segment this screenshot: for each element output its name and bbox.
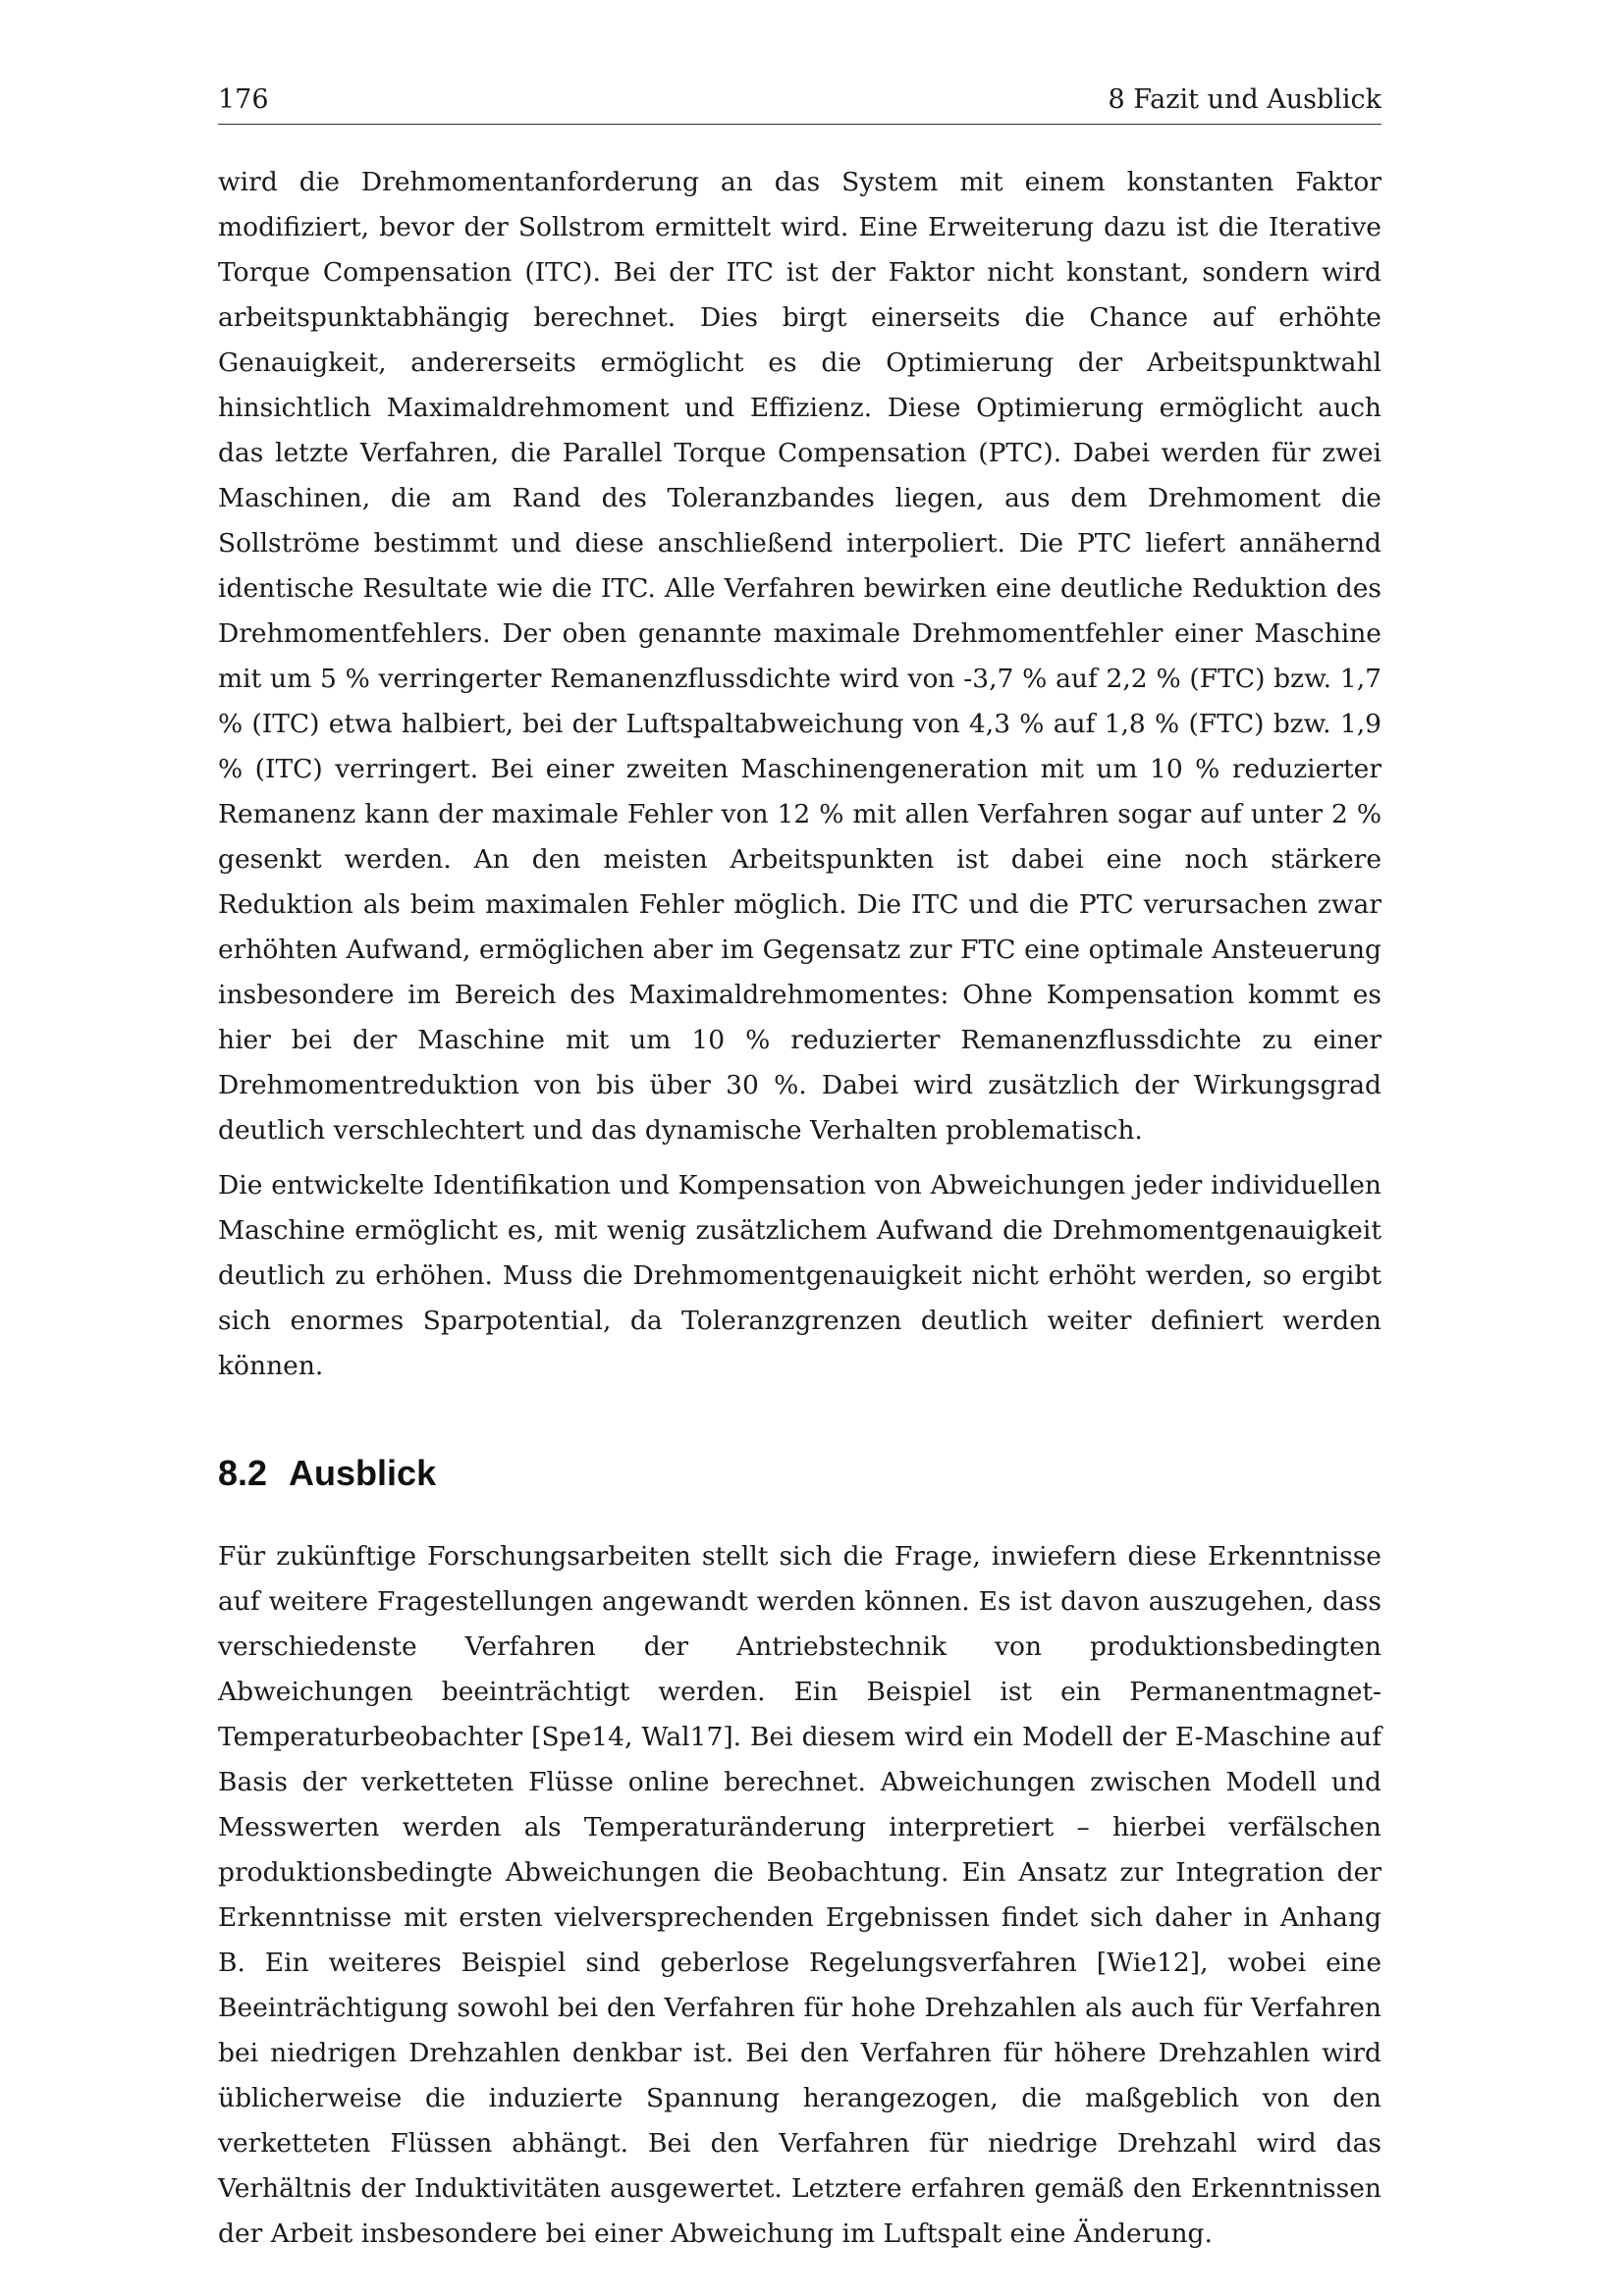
section-heading [218, 1452, 1381, 1495]
document-page [218, 82, 1381, 2267]
section-number: 8.2 [218, 1453, 268, 1493]
running-header [218, 82, 1381, 125]
paragraph-torque-compensation: wird die Drehmomentanforderung an das System mit einem konstanten Faktor modifiziert, bevor der Sollstrom ermittelt wird. Eine Erweiterung dazu ist die Iterative Torque Compensation (ITC). Bei der ITC ist der Faktor nicht konstant, sondern wird arbeitspunktabhängig berechnet. Dies birgt einerseits die Chance auf erhöhte Genauigkeit, andererseits ermöglicht es die Optimierung der Arbeitspunktwahl hinsichtlich Maximaldrehmoment und Effizienz. Diese Optimierung ermöglicht auch das letzte Verfahren, die Parallel Torque Compensation (PTC). Dabei werden für zwei Maschinen, die am Rand des Toleranzbandes liegen, aus dem Drehmoment die Sollströme bestimmt und diese anschließend interpoliert. Die PTC liefert annähernd identische Resultate wie die ITC. Alle Verfahren bewirken eine deutliche Reduktion des Drehmomentfehlers. Der oben genannte maximale Drehmomentfehler einer Maschine mit um 5 % verringerter Remanenzflussdichte wird von -3,7 % auf 2,2 % (FTC) bzw. 1,7 % (ITC) etwa halbiert, bei der Luftspaltabweichung von 4,3 % auf 1,8 % (FTC) bzw. 1,9 % (ITC) verringert. Bei einer zweiten Maschinengeneration mit um 10 % reduzierter Remanenz kann der maximale Fehler von 12 % mit allen Verfahren sogar auf unter 2 % gesenkt werden. An den meisten Arbeitspunkten ist dabei eine noch stärkere Reduktion als beim maximalen Fehler möglich. Die ITC und die PTC verursachen zwar erhöhten Aufwand, ermöglichen aber im Gegensatz zur FTC eine optimale Ansteuerung insbesondere im Bereich des Maximaldrehmomentes: Ohne Kompensation kommt es hier bei der Maschine mit um 10 % reduzierter Remanenzflussdichte zu einer Drehmomentreduktion von bis über 30 %. Dabei wird zusätzlich der Wirkungsgrad deutlich verschlechtert und das dynamische Verhalten problematisch. [218, 167, 1381, 1146]
body-text [218, 160, 1381, 2257]
section-title: Ausblick [289, 1453, 437, 1493]
page-number: 176 [218, 84, 269, 115]
chapter-title: 8 Fazit und Ausblick [1108, 84, 1381, 115]
paragraph-outlook: Für zukünftige Forschungsarbeiten stellt sich die Frage, inwiefern diese Erkenntnisse auf weitere Fragestellungen angewandt werden können. Es ist davon auszugehen, dass verschiedenste Verfahren der Antriebstechnik von produktionsbedingten Abweichungen beeinträchtigt werden. Ein Beispiel ist ein Permanentmagnet-Temperaturbeobachter [Spe14, Wal17]. Bei diesem wird ein Modell der E-Maschine auf Basis der verketteten Flüsse online berechnet. Abweichungen zwischen Modell und Messwerten werden als Temperaturänderung interpretiert – hierbei verfälschen produktionsbedingte Abweichungen die Beobachtung. Ein Ansatz zur Integration der Erkenntnisse mit ersten vielversprechenden Ergebnissen findet sich daher in Anhang B. Ein weiteres Beispiel sind geberlose Regelungsverfahren [Wie12], wobei eine Beeinträchtigung sowohl bei den Verfahren für hohe Drehzahlen als auch für Verfahren bei niedrigen Drehzahlen denkbar ist. Bei den Verfahren für höhere Drehzahlen wird üblicherweise die induzierte Spannung herangezogen, die maßgeblich von den verketteten Flüssen abhängt. Bei den Verfahren für niedrige Drehzahl wird das Verhältnis der Induktivitäten ausgewertet. Letztere erfahren gemäß den Erkenntnissen der Arbeit insbesondere bei einer Abweichung im Luftspalt eine Änderung. [218, 1541, 1381, 2249]
paragraph-identification-summary: Die entwickelte Identifikation und Kompensation von Abweichungen jeder individuellen Maschine ermöglicht es, mit wenig zusätzlichem Aufwand die Drehmomentgenauigkeit deutlich zu erhöhen. Muss die Drehmomentgenauigkeit nicht erhöht werden, so ergibt sich enormes Sparpotential, da Toleranzgrenzen deutlich weiter definiert werden können. [218, 1170, 1381, 1381]
